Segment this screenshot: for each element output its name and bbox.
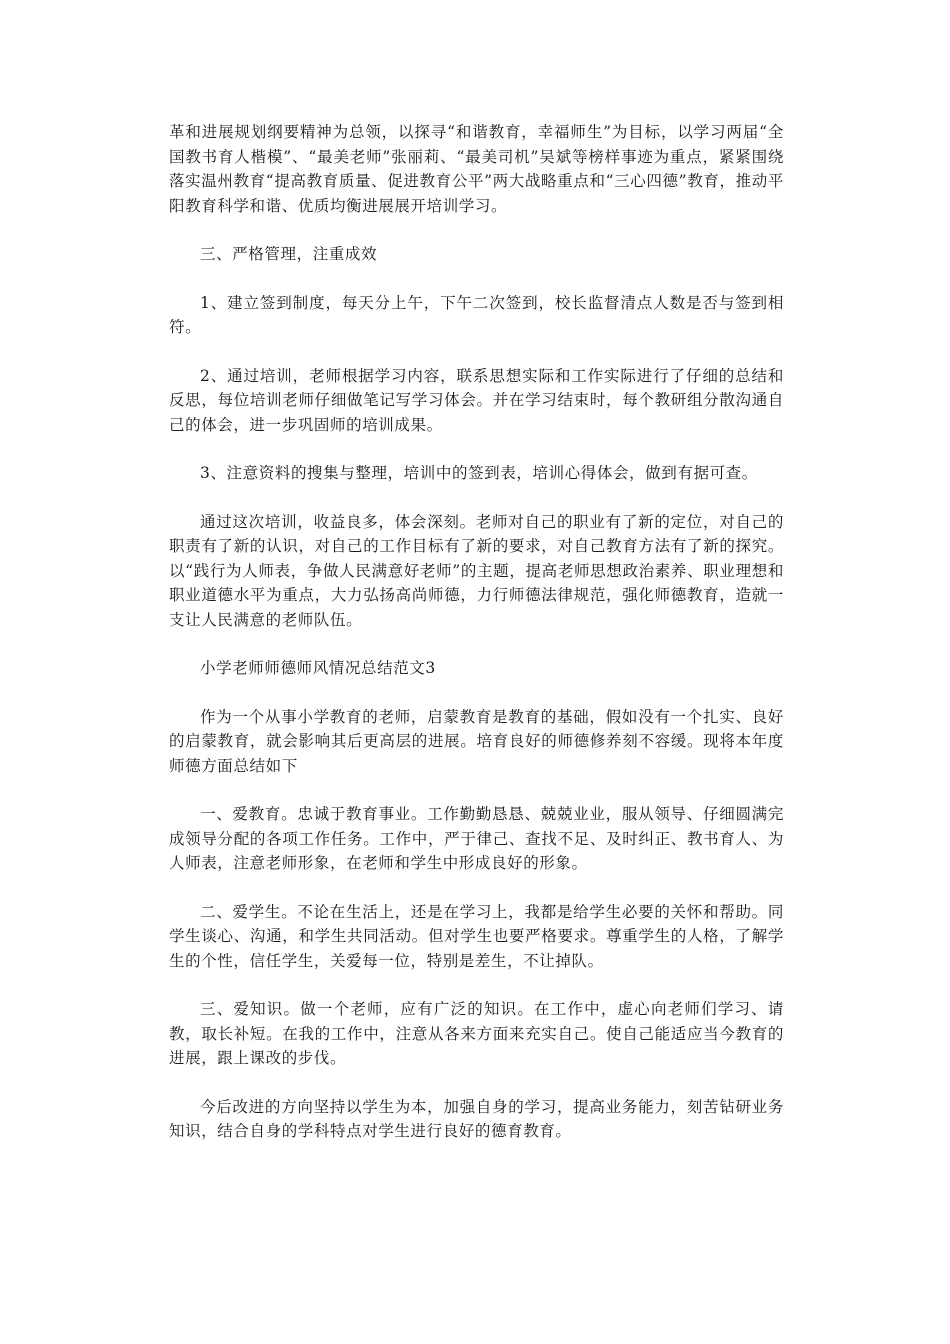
paragraph-materials: 3、注意资料的搜集与整理，培训中的签到表，培训心得体会，做到有据可查。 <box>200 464 758 482</box>
paragraph-introduction: 作为一个从事小学教育的老师，启蒙教育是教育的基础，假如没有一个扎实、良好的启蒙教育，就会影响其后更高层的进展。培育良好的师德修养刻不容缓。现将本年度师德方面总结如下 <box>169 707 784 775</box>
paragraph-future-direction: 今后改进的方向坚持以学生为本，加强自身的学习，提高业务能力，刻苦钻研业务知识，结合自身的学科特点对学生进行良好的德育教育。 <box>169 1097 784 1140</box>
paragraph-training-reflection: 2、通过培训，老师根据学习内容，联系思想实际和工作实际进行了仔细的总结和反思，每位培训老师仔细做笔记写学习体会。并在学习结束时，每个教研组分散沟通自己的体会，进一步巩固师的培训成果。 <box>169 366 784 434</box>
sample-title-3: 小学老师师德师风情况总结范文3 <box>200 659 436 677</box>
section-heading-strict-management: 三、严格管理，注重成效 <box>200 245 378 263</box>
document-body <box>169 120 784 1168</box>
paragraph-training-summary: 通过这次培训，收益良多，体会深刻。老师对自己的职业有了新的定位，对自己的职责有了新的认识，对自己的工作目标有了新的要求，对自己教育方法有了新的探究。以“践行为人师表，争做人民满意好老师”的主题，提高老师思想政治素养、职业理想和职业道德水平为重点，大力弘扬高尚师德，力行师德法律规范，强化师德教育，造就一支让人民满意的老师队伍。 <box>169 512 784 629</box>
paragraph-love-students: 二、爱学生。不论在生活上，还是在学习上，我都是给学生必要的关怀和帮助。同学生谈心、沟通，和学生共同活动。但对学生也要严格要求。尊重学生的人格，了解学生的个性，信任学生，关爱每一位，特别是差生，不让掉队。 <box>169 902 784 970</box>
paragraph-continuation: 革和进展规划纲要精神为总领，以探寻“和谐教育，幸福师生”为目标，以学习两届“全国教书育人楷模”、“最美老师”张丽莉、“最美司机”吴斌等榜样事迹为重点，紧紧围绕落实温州教育“提高教育质量、促进教育公平”两大战略重点和“三心四德”教育，推动平阳教育科学和谐、优质均衡进展展开培训学习。 <box>169 123 784 215</box>
paragraph-love-knowledge: 三、爱知识。做一个老师，应有广泛的知识。在工作中，虚心向老师们学习、请教，取长补短。在我的工作中，注意从各来方面来充实自己。使自己能适应当今教育的进展，跟上课改的步伐。 <box>169 1000 784 1067</box>
paragraph-sign-in: 1、建立签到制度，每天分上午，下午二次签到，校长监督清点人数是否与签到相符。 <box>169 293 784 336</box>
paragraph-love-education: 一、爱教育。忠诚于教育事业。工作勤勤恳恳、兢兢业业，服从领导、仔细圆满完成领导分配的各项工作任务。工作中，严于律己、查找不足、及时纠正、教书育人、为人师表，注意老师形象，在老师和学生中形成良好的形象。 <box>169 805 784 872</box>
